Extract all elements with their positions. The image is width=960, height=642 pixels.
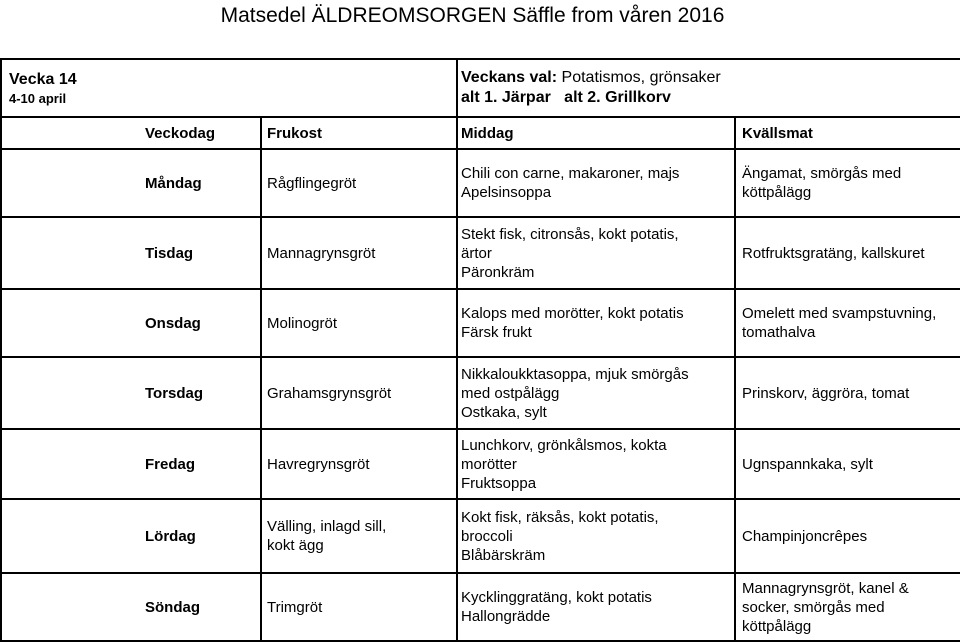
lunch-cell [457,289,735,357]
header-dinner: Kvällsmat [735,117,960,149]
dinner-line: socker, smörgås med [742,598,885,616]
dinner-cell [735,357,960,429]
page-title: Matsedel ÄLDREOMSORGEN Säffle from våren 2016 [220,4,725,27]
breakfast-line: Trimgröt [267,598,323,616]
day-row [1,217,960,289]
lunch-line: Stekt fisk, citronsås, kokt potatis, [461,225,679,243]
dinner-cell [735,499,960,573]
lunch-cell [457,357,735,429]
dinner-cell [735,289,960,357]
day-row [1,289,960,357]
lunch-cell [457,217,735,289]
day-name: Fredag [1,429,261,499]
week-choice-cell [457,59,960,117]
dinner-line: köttpålägg [742,617,812,635]
week-number: Vecka 14 [9,70,77,88]
dinner-line: Mannagrynsgröt, kanel & [742,579,909,597]
lunch-line: Päronkräm [461,263,535,281]
breakfast-cell [261,499,457,573]
day-name: Torsdag [1,357,261,429]
dinner-line: Ugnspannkaka, sylt [742,455,873,473]
lunch-line: Kokt fisk, räksås, kokt potatis, [461,508,659,526]
week-info-row [1,59,960,117]
header-breakfast: Frukost [261,117,457,149]
week-info-cell [1,59,457,117]
dinner-cell [735,149,960,217]
dinner-line: Champinjoncrêpes [742,527,868,545]
lunch-line: med ostpålägg [461,384,560,402]
day-row [1,573,960,641]
breakfast-line: Rågflingegröt [267,174,357,192]
lunch-line: Fruktsoppa [461,474,537,492]
breakfast-line: Molinogröt [267,314,338,332]
dinner-line: Ängamat, smörgås med [742,165,902,182]
lunch-cell [457,573,735,641]
lunch-line: Chili con carne, makaroner, majs [461,165,680,182]
dinner-line: Prinskorv, äggröra, tomat [742,384,910,402]
header-row [1,117,960,149]
week-alternatives: alt 1. Järpar alt 2. Grillkorv [461,89,671,106]
lunch-line: Kalops med morötter, kokt potatis [461,305,684,322]
breakfast-cell [261,289,457,357]
breakfast-line: Mannagrynsgröt [267,244,376,262]
dinner-line: Omelett med svampstuvning, [742,305,937,322]
day-name: Måndag [1,149,261,217]
lunch-line: morötter [461,455,517,473]
day-row [1,499,960,573]
lunch-line: Apelsinsoppa [461,184,552,201]
lunch-line: Lunchkorv, grönkålsmos, kokta [461,436,667,454]
lunch-line: Blåbärskräm [461,546,546,564]
day-name: Tisdag [1,217,261,289]
day-rows [1,149,960,641]
day-row [1,149,960,217]
breakfast-line: kokt ägg [267,537,324,554]
lunch-line: Kycklinggratäng, kokt potatis [461,589,652,606]
header-day: Veckodag [1,117,261,149]
lunch-line: Hallongrädde [461,608,551,625]
lunch-cell [457,429,735,499]
breakfast-line: Grahamsgrynsgröt [267,384,392,402]
dinner-line: Rotfruktsgratäng, kallskuret [742,244,925,262]
dinner-cell [735,429,960,499]
breakfast-line: Havregrynsgröt [267,455,370,473]
lunch-line: Nikkaloukktasoppa, mjuk smörgås [461,365,689,383]
breakfast-cell [261,357,457,429]
breakfast-line: Välling, inlagd sill, [267,518,387,535]
lunch-line: broccoli [461,527,513,545]
breakfast-cell [261,217,457,289]
breakfast-cell [261,429,457,499]
header-lunch: Middag [457,117,735,149]
day-name: Onsdag [1,289,261,357]
lunch-cell [457,149,735,217]
day-name: Söndag [1,573,261,641]
day-row [1,357,960,429]
dinner-cell [735,217,960,289]
day-name: Lördag [1,499,261,573]
day-row [1,429,960,499]
menu-table [0,58,960,642]
week-choice-value: Potatismos, grönsaker [561,69,721,86]
lunch-line: Färsk frukt [461,324,532,341]
lunch-line: ärtor [461,244,492,262]
week-dates: 4-10 april [9,90,67,106]
week-choice [461,68,960,88]
lunch-line: Ostkaka, sylt [461,403,547,421]
breakfast-cell [261,573,457,641]
dinner-line: köttpålägg [742,184,812,201]
dinner-cell [735,573,960,641]
lunch-cell [457,499,735,573]
breakfast-cell [261,149,457,217]
dinner-line: tomathalva [742,324,816,341]
week-choice-label: Veckans val: [461,69,558,86]
